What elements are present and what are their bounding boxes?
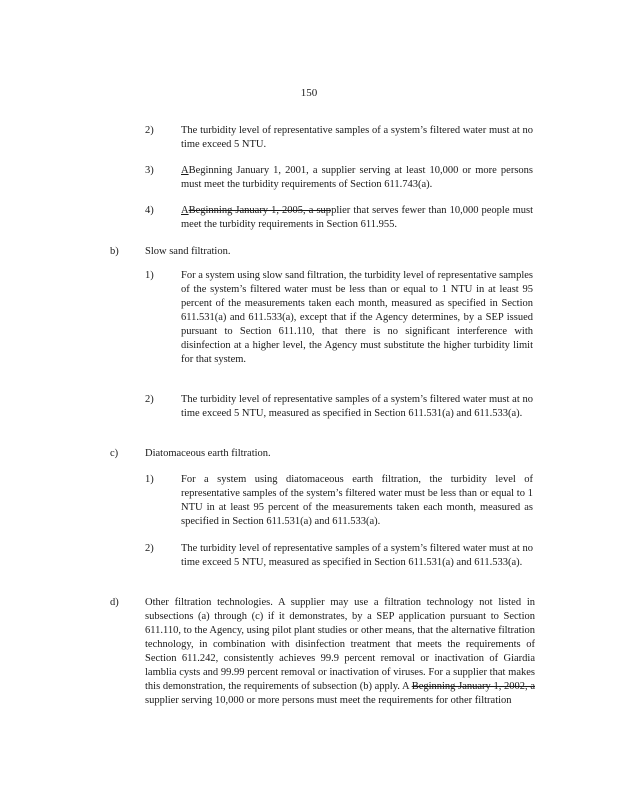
page-number: 150 [300,87,318,99]
subsection-title: Diatomaceous earth filtration. [145,448,271,459]
struck-text: Beginning January 1, 2005, a sup [188,205,332,216]
item-number: 1) [145,474,154,485]
item-number: 2) [145,394,154,405]
subsection-letter: d) [110,597,119,608]
item-number: 4) [145,205,154,216]
item-number: 3) [145,165,154,176]
subsection-text: Other filtration technologies. A supplier may use a filtration technology not listed in subsections (a) through (c) if it demonstrates, by a SEP application pursuant to Section 611.110, to the Agency, using pilot plant studies or other means, that the alternative filtration technology, in combination with disinfection treatment that meets the requirements of Section 611.242, consistently achieves 99.9 percent removal or inactivation of Giardia lamblia cysts and 99.99 percent removal or inactivation of viruses. For a supplier that makes this demonstration, the requirements of subsection (b) apply. A Beginning January 1, 2002, a supplier serving 10,000 or more persons must meet the requirements for other filtration [145,597,535,706]
item-number: 1) [145,270,154,281]
item-text: The turbidity level of representative samples of a system’s filtered water must at no time exceed 5 NTU, measured as specified in Section 611.531(a) and 611.533(a). [181,394,533,419]
subsection-title: Slow sand filtration. [145,246,231,257]
item-number: 2) [145,543,154,554]
inserted-text: A [181,205,189,216]
item-text: ABeginning January 1, 2001, a supplier serving at least 10,000 or more persons must meet the turbidity requirements of Section 611.743(a). [181,165,533,190]
item-text: The turbidity level of representative samples of a system’s filtered water must at no time exceed 5 NTU, measured as specified in Section 611.531(a) and 611.533(a). [181,543,533,568]
item-text: For a system using diatomaceous earth filtration, the turbidity level of representative samples of the system’s filtered water must be less than or equal to 1 NTU in at least 95 percent of the measurements taken each month, measured as specified in Section 611.531(a) and 611.533(a). [181,474,533,527]
struck-text: Beginning January 1, 2002, a [411,681,535,692]
item-text: ABeginning January 1, 2005, a supplier that serves fewer than 10,000 people must meet the turbidity requirements in Section 611.955. [181,205,533,230]
item-text: The turbidity level of representative samples of a system’s filtered water must at no time exceed 5 NTU. [181,125,533,150]
item-text: For a system using slow sand filtration, the turbidity level of representative samples of the system’s filtered water must be less than or equal to 1 NTU in at least 95 percent of the measurements taken each month, measured as specified in Section 611.531(a) and 611.533(a), except that if the Agency determines, by a SEP issued pursuant to Section 611.110, that there is no significant interference with disinfection at a higher level, the Agency must substitute the higher turbidity limit for that system. [181,270,533,365]
subsection-letter: b) [110,246,119,257]
item-number: 2) [145,125,154,136]
inserted-text: A [181,165,189,176]
subsection-letter: c) [110,448,119,459]
